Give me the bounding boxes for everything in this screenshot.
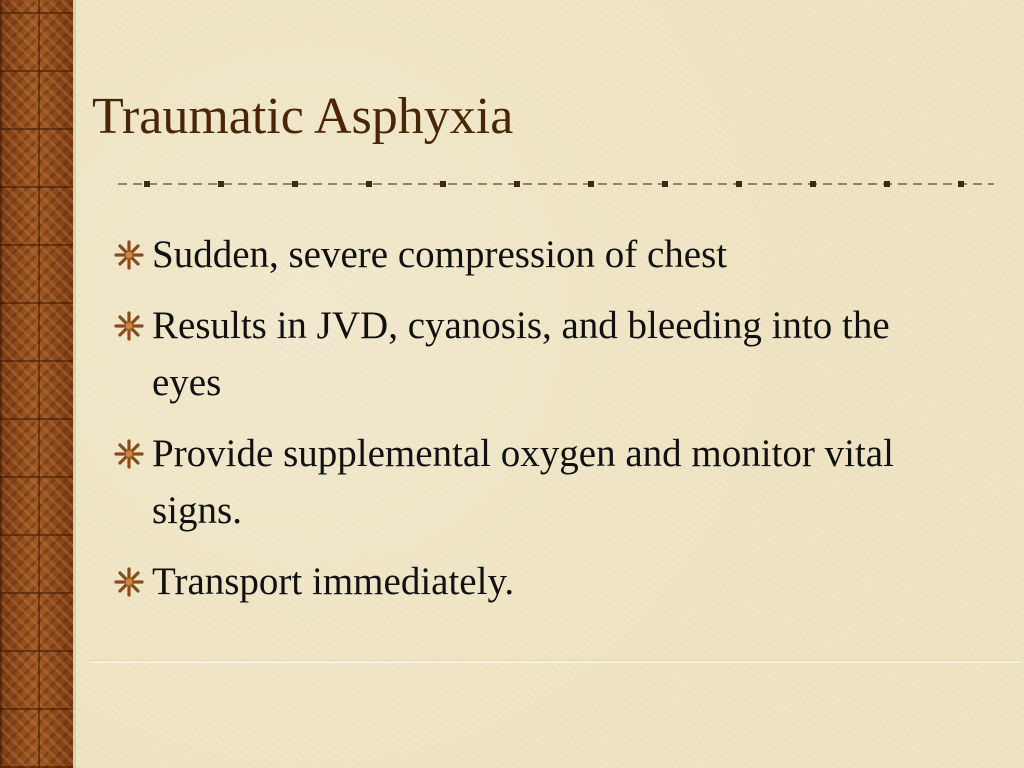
bullet-item bbox=[112, 226, 972, 283]
bullet-item bbox=[112, 553, 972, 610]
title-divider bbox=[118, 174, 994, 194]
bullet-text: Transport immediately. bbox=[152, 560, 515, 603]
asterisk-star-icon bbox=[112, 437, 146, 471]
bullet-text: Provide supplemental oxygen and monitor vital signs. bbox=[152, 432, 894, 532]
asterisk-star-icon bbox=[112, 565, 146, 599]
bullet-list bbox=[112, 226, 972, 624]
decorative-left-border bbox=[0, 0, 76, 768]
slide-title: Traumatic Asphyxia bbox=[92, 88, 514, 145]
bottom-divider bbox=[90, 660, 1020, 663]
bullet-text: Results in JVD, cyanosis, and bleeding into the eyes bbox=[152, 304, 890, 404]
asterisk-star-icon bbox=[112, 238, 146, 272]
bullet-text: Sudden, severe compression of chest bbox=[152, 233, 728, 276]
bullet-item bbox=[112, 425, 972, 539]
asterisk-star-icon bbox=[112, 309, 146, 343]
bullet-item bbox=[112, 297, 972, 411]
